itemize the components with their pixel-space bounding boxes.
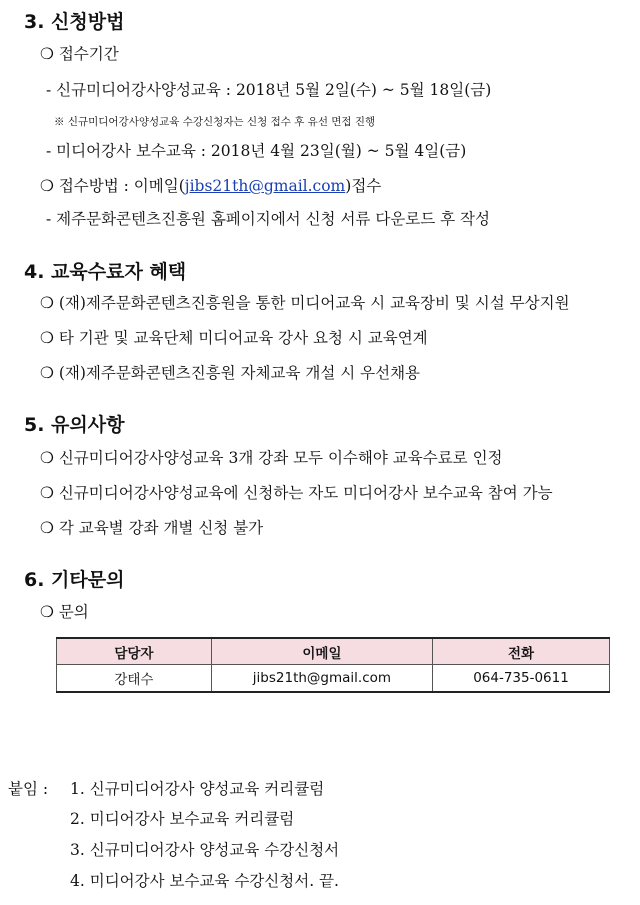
contact-phone: 064-735-0611 xyxy=(433,665,610,693)
period-new-course: - 신규미디어강사양성교육 : 2018년 5월 2일(수) ~ 5월 18일(금) xyxy=(46,81,492,99)
section-4-title: 4. 교육수료자 혜택 xyxy=(24,261,187,283)
benefit-item: ❍ (재)제주문화콘텐츠진흥원을 통한 미디어교육 시 교육장비 및 시설 무상지원 xyxy=(40,294,570,312)
period-refresh-course: - 미디어강사 보수교육 : 2018년 4월 23일(월) ~ 5월 4일(금) xyxy=(46,142,467,160)
section-3-title: 3. 신청방법 xyxy=(24,11,125,33)
caution-item: ❍ 신규미디어강사양성교육 3개 강좌 모두 이수해야 교육수료로 인정 xyxy=(40,449,503,467)
attachment-item: 4. 미디어강사 보수교육 수강신청서. 끝. xyxy=(70,872,339,890)
period-heading: ❍ 접수기간 xyxy=(40,45,119,63)
contact-header-person: 담당자 xyxy=(57,638,212,665)
contact-header-email: 이메일 xyxy=(211,638,432,665)
attachment-item: 1. 신규미디어강사 양성교육 커리큘럼 xyxy=(70,780,325,798)
contact-table xyxy=(56,637,610,693)
interview-note: ※ 신규미디어강사양성교육 수강신청자는 신청 접수 후 유선 면접 진행 xyxy=(54,116,376,128)
apply-method-detail: - 제주문화콘텐츠진흥원 홈페이지에서 신청 서류 다운로드 후 작성 xyxy=(46,210,490,228)
benefit-item: ❍ 타 기관 및 교육단체 미디어교육 강사 요청 시 교육연계 xyxy=(40,329,428,347)
section-6-title: 6. 기타문의 xyxy=(24,569,125,591)
contact-table-header xyxy=(57,638,610,665)
contact-email: jibs21th@gmail.com xyxy=(211,665,432,693)
contact-person: 강태수 xyxy=(57,665,212,693)
attachment-item: 2. 미디어강사 보수교육 커리큘럼 xyxy=(70,810,295,828)
attachment-label: 붙임 : xyxy=(8,780,49,798)
benefit-item: ❍ (재)제주문화콘텐츠진흥원 자체교육 개설 시 우선채용 xyxy=(40,364,421,382)
apply-email-link[interactable]: jibs21th@gmail.com xyxy=(184,177,346,195)
apply-method-suffix: )접수 xyxy=(345,177,382,195)
caution-item: ❍ 각 교육별 강좌 개별 신청 불가 xyxy=(40,519,264,537)
apply-method xyxy=(40,174,381,196)
inquiry-heading: ❍ 문의 xyxy=(40,603,89,621)
section-5-title: 5. 유의사항 xyxy=(24,414,125,436)
table-row xyxy=(57,665,610,693)
caution-item: ❍ 신규미디어강사양성교육에 신청하는 자도 미디어강사 보수교육 참여 가능 xyxy=(40,484,553,502)
contact-header-phone: 전화 xyxy=(433,638,610,665)
apply-method-prefix: ❍ 접수방법 : 이메일( xyxy=(40,177,185,195)
attachment-item: 3. 신규미디어강사 양성교육 수강신청서 xyxy=(70,841,340,859)
